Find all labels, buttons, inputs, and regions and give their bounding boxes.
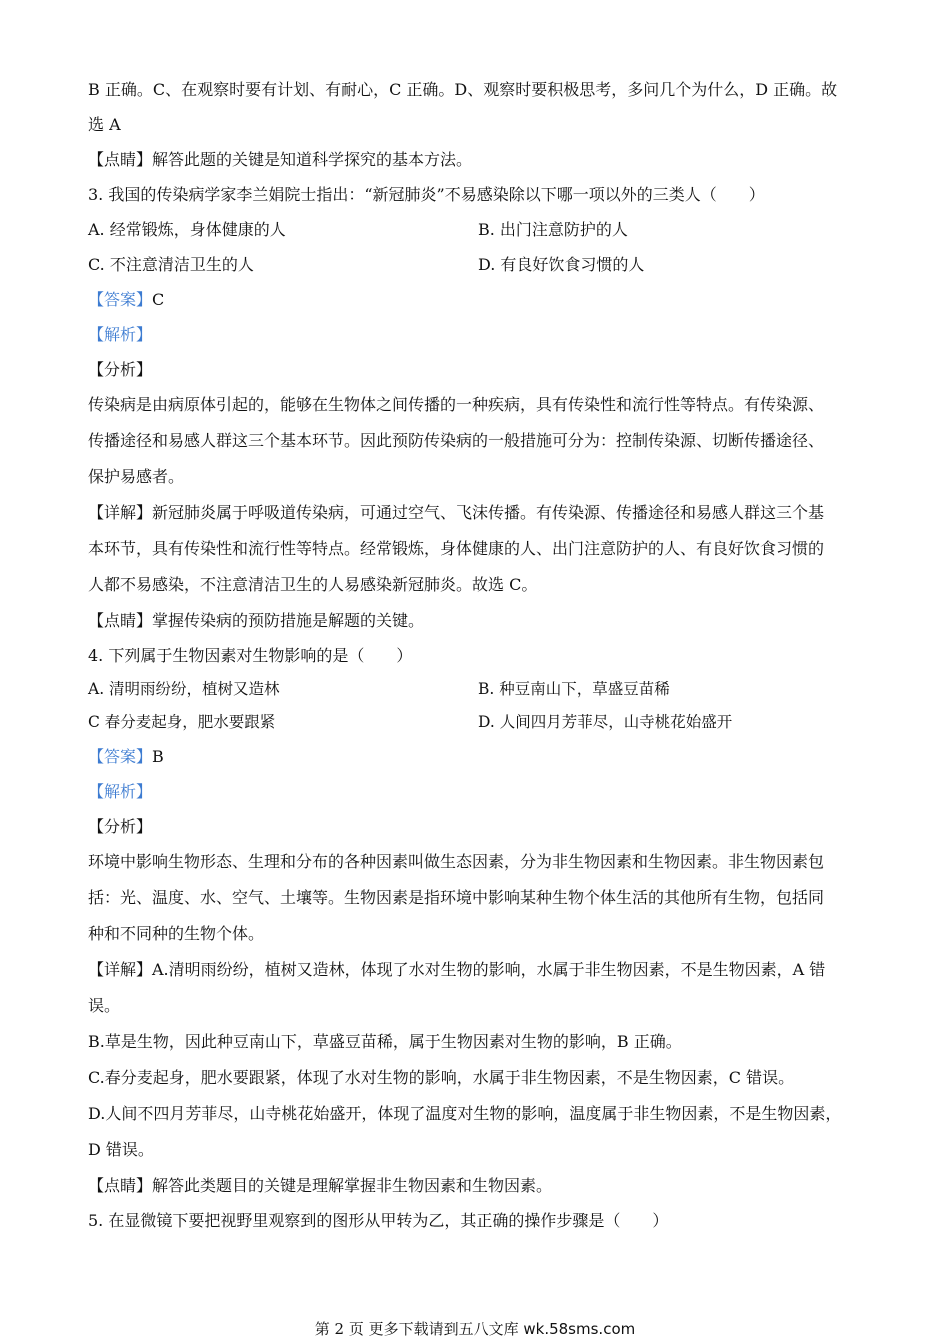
footer-text: 第 2 页 更多下载请到五八文库 [314, 1320, 524, 1338]
q4-xiangjie-line-2: 误。 [88, 996, 121, 1015]
q3-option-c: C. 不注意清洁卫生的人 [88, 255, 254, 274]
q3-answer-tag: 【答案】 [88, 290, 153, 309]
q4-xiangjie-line-5: D.人间不四月芳菲尽，山寺桃花始盛开，体现了温度对生物的影响，温度属于非生物因素，不是生物因素， [88, 1104, 842, 1123]
q3-fenxi-line-2: 传播途径和易感人群这三个基本环节。因此预防传染病的一般措施可分为：控制传染源、切断传播途径、 [88, 431, 825, 450]
q3-options-row-1 [88, 212, 868, 247]
document-page [88, 72, 868, 1238]
q3-xiangjie-line-1: 【详解】新冠肺炎属于呼吸道传染病，可通过空气、飞沫传播。有传染源、传播途径和易感人群这三个基 [88, 503, 825, 522]
q4-option-d: D. 人间四月芳菲尽，山寺桃花始盛开 [478, 713, 733, 731]
q4-analysis-tag: 【解析】 [88, 782, 153, 801]
q4-xiangjie-line-4: C.春分麦起身，肥水要跟紧，体现了水对生物的影响，水属于非生物因素，不是生物因素，C 错误。 [88, 1068, 795, 1087]
q4-fenxi-tag: 【分析】 [88, 817, 153, 836]
q4-tip: 【点睛】解答此类题目的关键是理解掌握非生物因素和生物因素。 [88, 1176, 553, 1195]
q3-xiangjie-line-2: 本环节，具有传染性和流行性等特点。经常锻炼，身体健康的人、出门注意防护的人、有良好饮食习惯的 [88, 539, 825, 558]
q3-analysis-tag: 【解析】 [88, 325, 153, 344]
q4-answer-tag: 【答案】 [88, 747, 153, 766]
q2-tip: 【点睛】解答此题的关键是知道科学探究的基本方法。 [88, 150, 473, 169]
q4-option-b: B. 种豆南山下，草盛豆苗稀 [478, 680, 670, 698]
q3-fenxi-line-3: 保护易感者。 [88, 467, 185, 486]
q3-option-a: A. 经常锻炼，身体健康的人 [88, 220, 286, 239]
page-footer [0, 1318, 950, 1339]
q4-xiangjie-line-6: D 错误。 [88, 1140, 154, 1159]
q4-fenxi-line-3: 种和不同种的生物个体。 [88, 924, 265, 943]
q4-answer-value: B [152, 747, 164, 766]
q2-answer-line-2: 选 A [88, 115, 121, 134]
q4-option-c: C 春分麦起身，肥水要跟紧 [88, 713, 276, 731]
q3-tip: 【点睛】掌握传染病的预防措施是解题的关键。 [88, 611, 425, 630]
q5-stem: 5. 在显微镜下要把视野里观察到的图形从甲转为乙，其正确的操作步骤是（ ） [88, 1211, 669, 1230]
q4-stem: 4. 下列属于生物因素对生物影响的是（ ） [88, 646, 413, 665]
q4-option-a: A. 清明雨纷纷，植树又造林 [88, 680, 280, 698]
q4-answer [88, 739, 868, 774]
q4-options-row-2 [88, 706, 868, 739]
footer-url[interactable]: wk.58sms.com [523, 1320, 636, 1338]
q2-answer-line-1: B 正确。C、在观察时要有计划、有耐心，C 正确。D、观察时要积极思考，多问几个为什么，D 正确。故 [88, 80, 838, 99]
q3-option-b: B. 出门注意防护的人 [478, 220, 628, 239]
q3-fenxi-tag: 【分析】 [88, 360, 153, 379]
q4-xiangjie-line-1: 【详解】A.清明雨纷纷，植树又造林，体现了水对生物的影响，水属于非生物因素，不是生物因素，A 错 [88, 960, 826, 979]
q3-xiangjie-line-3: 人都不易感染，不注意清洁卫生的人易感染新冠肺炎。故选 C。 [88, 575, 538, 594]
q3-answer-value: C [152, 290, 165, 309]
q4-xiangjie-line-3: B.草是生物，因此种豆南山下，草盛豆苗稀，属于生物因素对生物的影响，B 正确。 [88, 1032, 682, 1051]
q4-fenxi-line-2: 括：光、温度、水、空气、土壤等。生物因素是指环境中影响某种生物个体生活的其他所有生物，包括同 [88, 888, 825, 907]
q3-option-d: D. 有良好饮食习惯的人 [478, 255, 645, 274]
q3-fenxi-line-1: 传染病是由病原体引起的，能够在生物体之间传播的一种疾病，具有传染性和流行性等特点。有传染源、 [88, 395, 825, 414]
q3-options-row-2 [88, 247, 868, 282]
q4-options-row-1 [88, 673, 868, 706]
q3-answer [88, 282, 868, 317]
q3-stem: 3. 我国的传染病学家李兰娟院士指出：“新冠肺炎”不易感染除以下哪一项以外的三类人（ ） [88, 185, 765, 204]
q4-fenxi-line-1: 环境中影响生物形态、生理和分布的各种因素叫做生态因素，分为非生物因素和生物因素。非生物因素包 [88, 852, 825, 871]
